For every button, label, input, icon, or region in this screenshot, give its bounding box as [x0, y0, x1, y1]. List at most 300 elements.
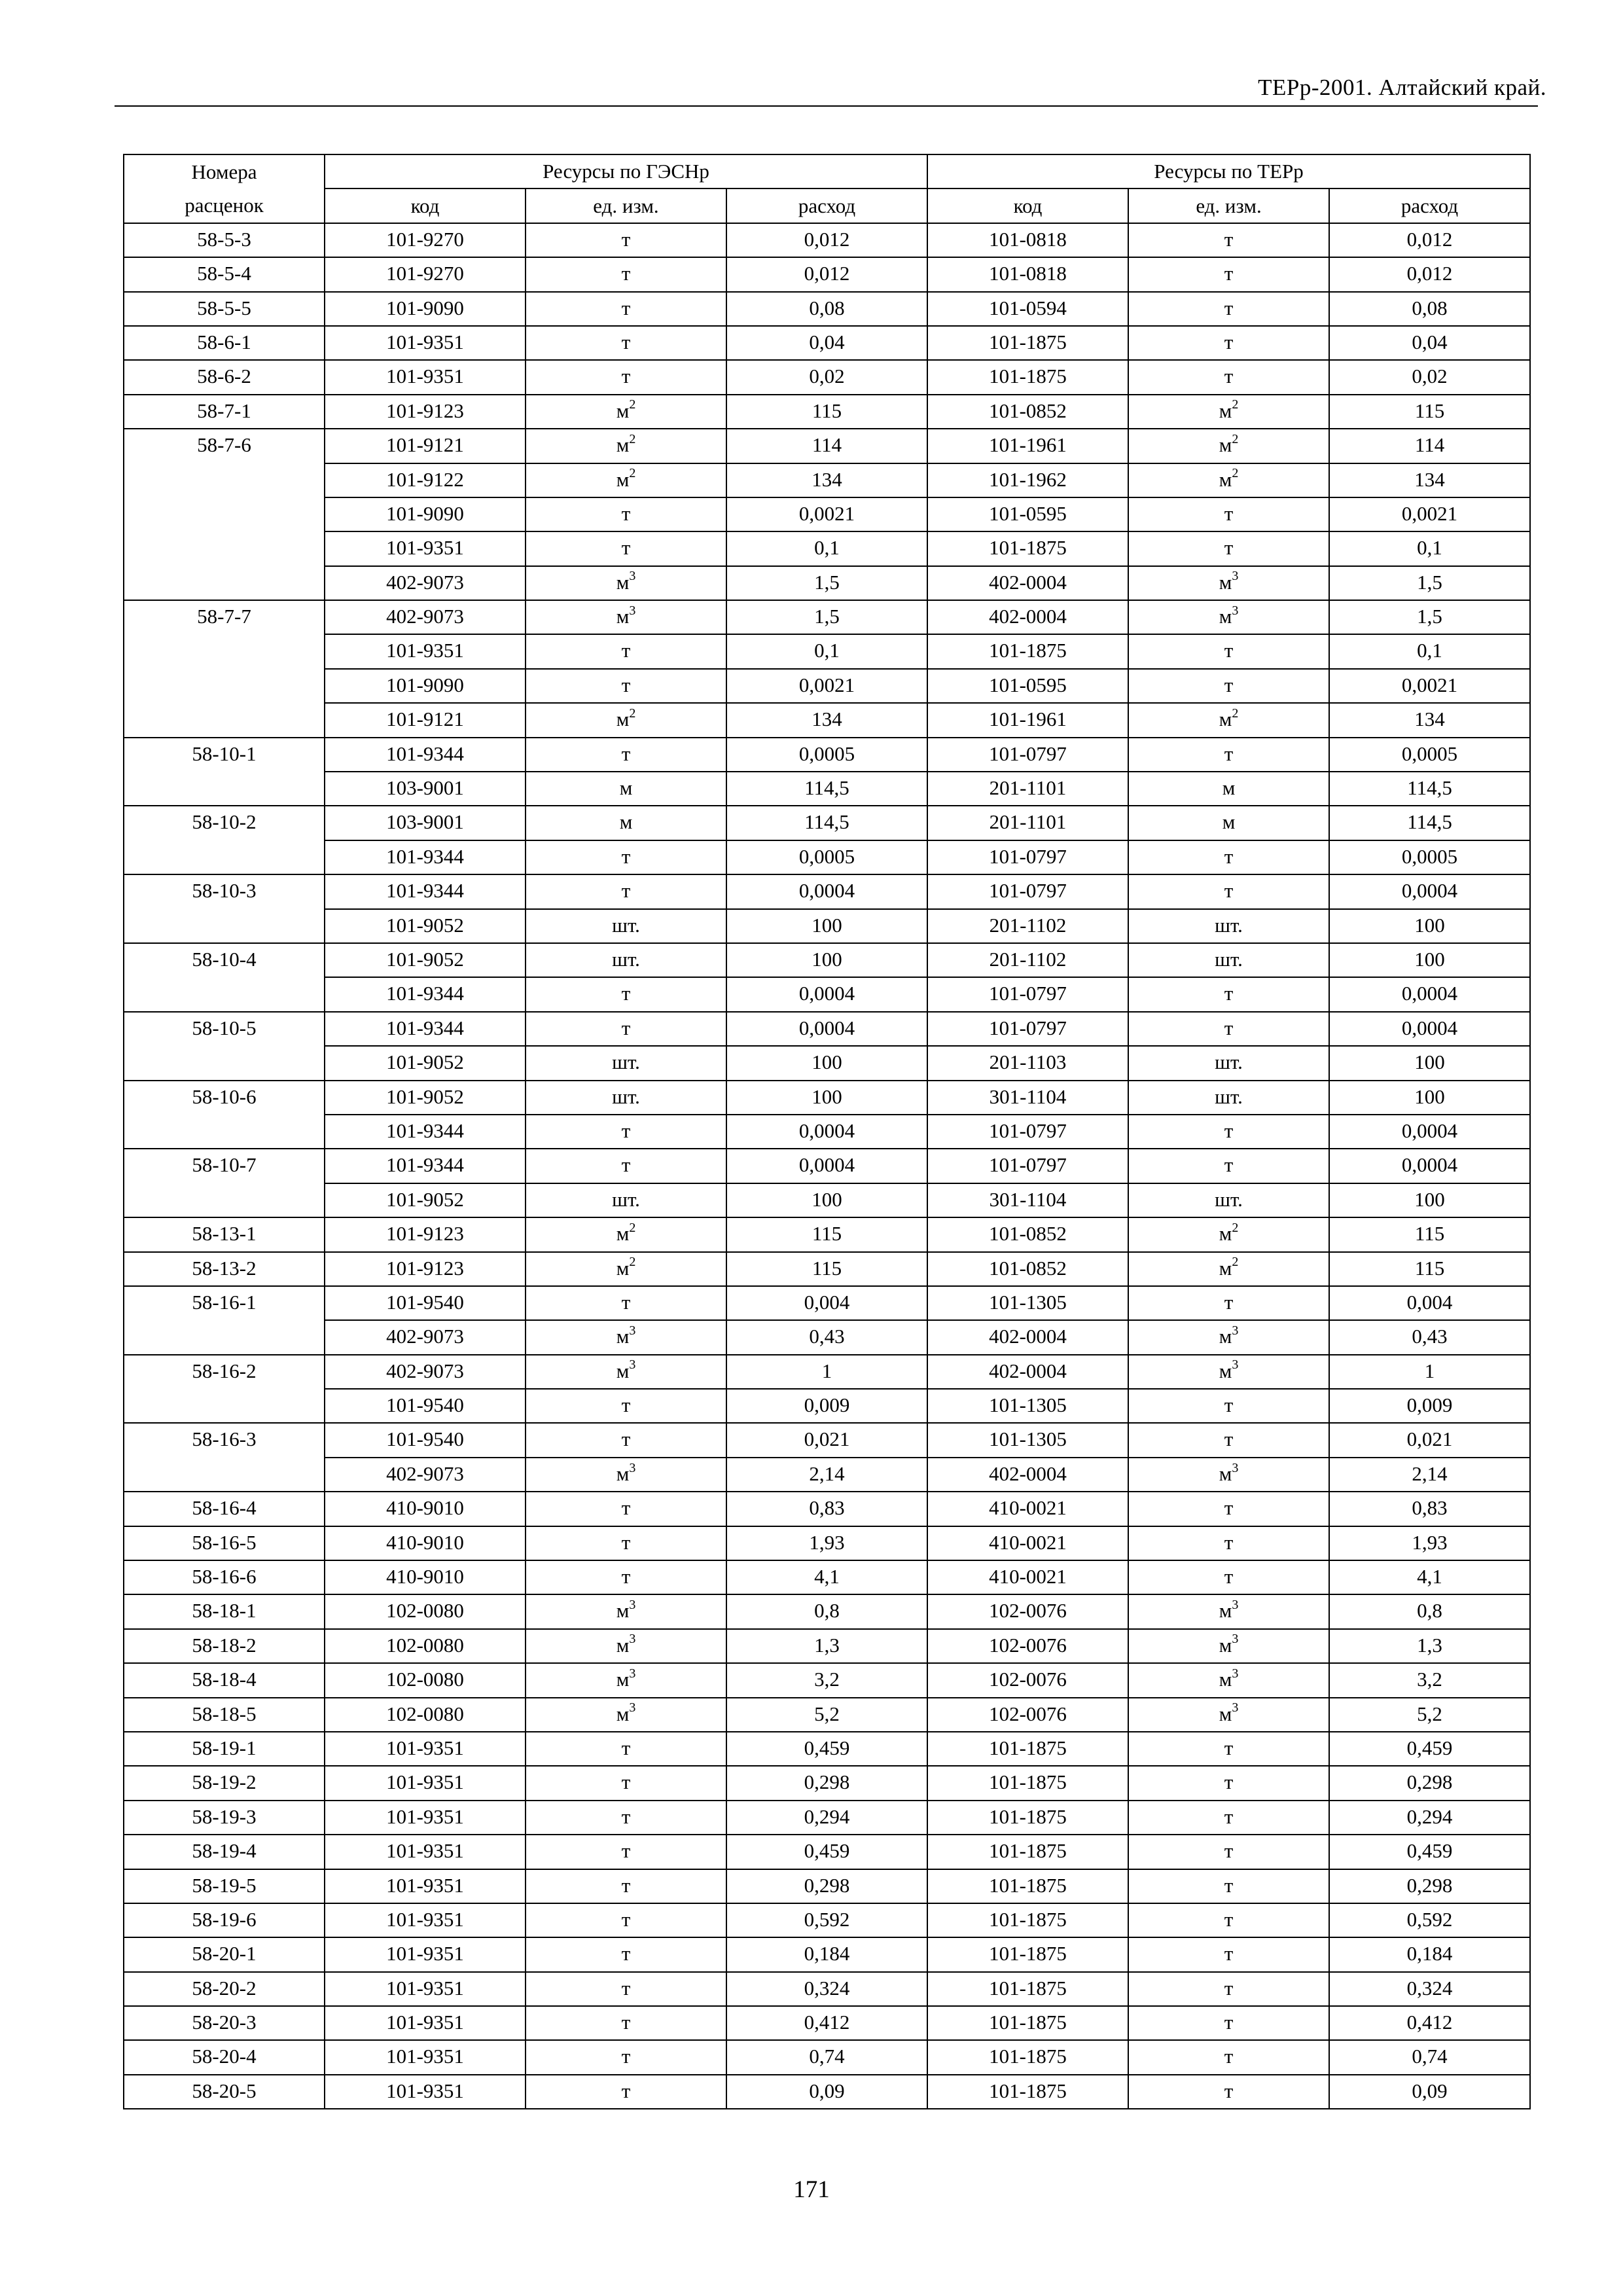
- table-row: [124, 1183, 1530, 1217]
- gesn-code-cell: 101-9351: [325, 2040, 526, 2074]
- table-row: [124, 1869, 1530, 1903]
- unit-exponent: 2: [629, 1255, 636, 1270]
- unit-exponent: 3: [629, 1632, 636, 1647]
- gesn-amount-cell: 115: [726, 1252, 927, 1286]
- ter-amount-cell: 0,298: [1329, 1869, 1530, 1903]
- gesn-unit-cell: $м^3$: [526, 1698, 726, 1732]
- rate-number-cell: 58-20-1: [124, 1937, 325, 1971]
- rate-number-cell: 58-18-2: [124, 1629, 325, 1663]
- ter-amount-cell: 114,5: [1329, 772, 1530, 806]
- gesn-amount-cell: 0,012: [726, 223, 927, 257]
- unit-exponent: 3: [629, 603, 636, 618]
- table-subheader-row: [124, 188, 1530, 223]
- gesn-unit-cell: т: [526, 2040, 726, 2074]
- ter-code-cell: 101-0594: [927, 292, 1128, 326]
- gesn-amount-cell: 0,0004: [726, 874, 927, 908]
- table-row: [124, 360, 1530, 394]
- rate-number-cell: 58-16-2: [124, 1355, 325, 1389]
- gesn-code-cell: 402-9073: [325, 1458, 526, 1492]
- header-divider: [115, 105, 1538, 107]
- gesn-amount-cell: 0,08: [726, 292, 927, 326]
- gesn-unit-cell: т: [526, 1115, 726, 1149]
- gesn-unit-cell: т: [526, 1903, 726, 1937]
- table-row: [124, 600, 1530, 634]
- rate-number-cell: 58-16-1: [124, 1286, 325, 1320]
- rate-number-cell: 58-10-6: [124, 1081, 325, 1115]
- gesn-amount-cell: 0,184: [726, 1937, 927, 1971]
- gesn-unit-cell: шт.: [526, 1046, 726, 1080]
- table-row: [124, 1458, 1530, 1492]
- unit-exponent: 3: [1232, 1632, 1239, 1647]
- ter-code-cell: 101-1875: [927, 531, 1128, 565]
- ter-unit-cell: т: [1128, 874, 1329, 908]
- gesn-unit-cell: $м^2$: [526, 429, 726, 463]
- ter-amount-cell: 0,294: [1329, 1801, 1530, 1835]
- gesn-unit-cell: т: [526, 2075, 726, 2109]
- ter-unit-cell: т: [1128, 360, 1329, 394]
- ter-unit-cell: т: [1128, 326, 1329, 360]
- table-row: [124, 292, 1530, 326]
- ter-code-cell: 101-1875: [927, 2075, 1128, 2109]
- gesn-code-cell: 101-9540: [325, 1389, 526, 1423]
- rate-number-cell: 58-19-1: [124, 1732, 325, 1766]
- rate-number-cell: 58-20-5: [124, 2075, 325, 2109]
- gesn-code-cell: 101-9540: [325, 1286, 526, 1320]
- gesn-code-cell: 101-9123: [325, 1217, 526, 1251]
- gesn-amount-cell: 2,14: [726, 1458, 927, 1492]
- gesn-unit-cell: т: [526, 531, 726, 565]
- gesn-amount-cell: 0,74: [726, 2040, 927, 2074]
- ter-code-cell: 101-0852: [927, 395, 1128, 429]
- ter-amount-cell: 1,93: [1329, 1526, 1530, 1560]
- ter-code-cell: 101-0797: [927, 977, 1128, 1011]
- gesn-amount-cell: 114: [726, 429, 927, 463]
- gesn-unit-cell: т: [526, 1492, 726, 1526]
- gesn-amount-cell: 0,0004: [726, 1149, 927, 1183]
- ter-code-cell: 101-1875: [927, 1972, 1128, 2006]
- gesn-code-cell: 101-9344: [325, 1012, 526, 1046]
- gesn-code-cell: 101-9344: [325, 874, 526, 908]
- ter-unit-cell: т: [1128, 1492, 1329, 1526]
- ter-code-cell: 101-0852: [927, 1217, 1128, 1251]
- rate-number-cell: 58-7-6: [124, 429, 325, 463]
- rate-number-cell: 58-5-5: [124, 292, 325, 326]
- gesn-amount-cell: 0,83: [726, 1492, 927, 1526]
- gesn-amount-cell: 0,0005: [726, 738, 927, 772]
- gesn-code-cell: 101-9351: [325, 1766, 526, 1800]
- ter-code-cell: 410-0021: [927, 1560, 1128, 1594]
- page-number: 171: [793, 2176, 830, 2203]
- gesn-unit-cell: $м^2$: [526, 1252, 726, 1286]
- table-row: [124, 1046, 1530, 1080]
- gesn-unit-cell: т: [526, 874, 726, 908]
- table-row: [124, 1286, 1530, 1320]
- unit-exponent: 3: [1232, 1666, 1239, 1681]
- rate-number-cell: 58-10-3: [124, 874, 325, 908]
- gesn-unit-cell: т: [526, 223, 726, 257]
- ter-unit-cell: $м^3$: [1128, 1320, 1329, 1354]
- ter-unit-cell: $м^2$: [1128, 1217, 1329, 1251]
- ter-unit-cell: т: [1128, 1389, 1329, 1423]
- unit-exponent: 3: [629, 1460, 636, 1475]
- gesn-code-cell: 102-0080: [325, 1698, 526, 1732]
- rate-number-cell: 58-19-4: [124, 1835, 325, 1869]
- gesn-unit-cell: шт.: [526, 909, 726, 943]
- unit-exponent: 2: [1232, 1220, 1239, 1235]
- gesn-amount-cell: 0,412: [726, 2006, 927, 2040]
- ter-code-cell: 101-0797: [927, 1115, 1128, 1149]
- gesn-code-cell: 410-9010: [325, 1560, 526, 1594]
- ter-unit-cell: т: [1128, 2075, 1329, 2109]
- gesn-amount-cell: 100: [726, 1046, 927, 1080]
- rate-number-cell: 58-20-2: [124, 1972, 325, 2006]
- gesn-amount-cell: 0,0005: [726, 840, 927, 874]
- ter-amount-cell: 3,2: [1329, 1663, 1530, 1697]
- ter-amount-cell: 100: [1329, 1046, 1530, 1080]
- gesn-unit-cell: т: [526, 1972, 726, 2006]
- table-row: [124, 909, 1530, 943]
- ter-code-cell: 201-1103: [927, 1046, 1128, 1080]
- ter-unit-cell: т: [1128, 1766, 1329, 1800]
- ter-amount-cell: 0,0004: [1329, 1012, 1530, 1046]
- gesn-unit-cell: $м^3$: [526, 1458, 726, 1492]
- ter-code-cell: 410-0021: [927, 1492, 1128, 1526]
- gesn-amount-cell: 0,02: [726, 360, 927, 394]
- ter-amount-cell: 0,0004: [1329, 1115, 1530, 1149]
- gesn-unit-cell: т: [526, 840, 726, 874]
- gesn-code-cell: 101-9052: [325, 1046, 526, 1080]
- gesn-amount-cell: 1: [726, 1355, 927, 1389]
- table-row: [124, 1801, 1530, 1835]
- unit-exponent: 3: [1232, 1323, 1239, 1338]
- table-row: [124, 1560, 1530, 1594]
- ter-code-cell: 101-1875: [927, 360, 1128, 394]
- table-row: [124, 703, 1530, 737]
- ter-amount-cell: 0,184: [1329, 1937, 1530, 1971]
- rate-number-cell: 58-10-7: [124, 1149, 325, 1183]
- table-row: [124, 840, 1530, 874]
- rate-number-cell: 58-7-7: [124, 600, 325, 634]
- gesn-amount-cell: 0,43: [726, 1320, 927, 1354]
- gesn-unit-cell: $м^3$: [526, 1355, 726, 1389]
- gesn-amount-cell: 3,2: [726, 1663, 927, 1697]
- gesn-code-cell: 101-9090: [325, 669, 526, 703]
- ter-unit-cell: $м^2$: [1128, 463, 1329, 497]
- ter-code-cell: 101-1875: [927, 1869, 1128, 1903]
- ter-unit-cell: т: [1128, 1937, 1329, 1971]
- gesn-amount-cell: 0,459: [726, 1835, 927, 1869]
- rate-number-cell: 58-19-6: [124, 1903, 325, 1937]
- rate-number-header-top: Номера: [124, 154, 325, 188]
- table-row: [124, 2006, 1530, 2040]
- rate-number-cell: [124, 634, 325, 668]
- unit-exponent: 2: [629, 1220, 636, 1235]
- rate-number-cell: 58-5-4: [124, 257, 325, 291]
- unit-exponent: 3: [629, 1323, 636, 1338]
- table-row: [124, 1766, 1530, 1800]
- gesn-code-cell: 101-9351: [325, 531, 526, 565]
- rate-number-cell: 58-10-1: [124, 738, 325, 772]
- table-row: [124, 806, 1530, 840]
- gesn-amount-cell: 114,5: [726, 806, 927, 840]
- ter-amount-cell: 114,5: [1329, 806, 1530, 840]
- rate-number-cell: 58-13-1: [124, 1217, 325, 1251]
- gesn-unit-cell: т: [526, 1149, 726, 1183]
- table-row: [124, 1903, 1530, 1937]
- gesn-unit-cell: т: [526, 1801, 726, 1835]
- table-row: [124, 1629, 1530, 1663]
- unit-exponent: 2: [1232, 466, 1239, 481]
- ter-unit-cell: шт.: [1128, 909, 1329, 943]
- ter-unit-cell: т: [1128, 2040, 1329, 2074]
- resource-mapping-table: [123, 154, 1531, 2109]
- table-row: [124, 1012, 1530, 1046]
- ter-code-cell: 301-1104: [927, 1081, 1128, 1115]
- unit-exponent: 3: [1232, 1357, 1239, 1372]
- gesn-code-cell: 101-9351: [325, 1972, 526, 2006]
- ter-unit-cell: шт.: [1128, 1081, 1329, 1115]
- ter-amount-cell: 0,0021: [1329, 497, 1530, 531]
- table-row: [124, 2040, 1530, 2074]
- ter-unit-cell: м: [1128, 772, 1329, 806]
- ter-unit-cell: $м^2$: [1128, 1252, 1329, 1286]
- ter-amount-cell: 0,592: [1329, 1903, 1530, 1937]
- table-row: [124, 772, 1530, 806]
- gesn-code-cell: 402-9073: [325, 600, 526, 634]
- table-row: [124, 1594, 1530, 1628]
- ter-code-cell: 101-1875: [927, 2006, 1128, 2040]
- ter-code-cell: 101-1305: [927, 1286, 1128, 1320]
- gesn-code-cell: 102-0080: [325, 1663, 526, 1697]
- gesn-unit-cell: $м^2$: [526, 463, 726, 497]
- rate-number-cell: 58-19-3: [124, 1801, 325, 1835]
- gesn-unit-cell: т: [526, 1526, 726, 1560]
- ter-amount-cell: 115: [1329, 395, 1530, 429]
- ter-amount-cell: 0,04: [1329, 326, 1530, 360]
- ter-amount-cell: 0,08: [1329, 292, 1530, 326]
- ter-unit-cell: т: [1128, 1835, 1329, 1869]
- gesn-unit-cell: т: [526, 1766, 726, 1800]
- gesn-code-cell: 101-9351: [325, 1732, 526, 1766]
- gesn-amount-cell: 1,5: [726, 600, 927, 634]
- rate-number-cell: 58-19-5: [124, 1869, 325, 1903]
- ter-code-cell: 101-0852: [927, 1252, 1128, 1286]
- gesn-unit-header: ед. изм.: [526, 188, 726, 223]
- rate-number-cell: 58-10-5: [124, 1012, 325, 1046]
- ter-code-cell: 101-1875: [927, 1937, 1128, 1971]
- ter-unit-cell: $м^3$: [1128, 1629, 1329, 1663]
- ter-unit-cell: м: [1128, 806, 1329, 840]
- gesn-amount-cell: 115: [726, 1217, 927, 1251]
- gesn-unit-cell: т: [526, 1835, 726, 1869]
- gesn-amount-cell: 0,294: [726, 1801, 927, 1835]
- unit-exponent: 3: [629, 1700, 636, 1715]
- gesn-unit-cell: $м^2$: [526, 1217, 726, 1251]
- table-row: [124, 1732, 1530, 1766]
- gesn-code-cell: 402-9073: [325, 1320, 526, 1354]
- gesn-code-cell: 101-9123: [325, 1252, 526, 1286]
- gesn-amount-cell: 0,009: [726, 1389, 927, 1423]
- gesn-code-cell: 101-9121: [325, 429, 526, 463]
- table-row: [124, 669, 1530, 703]
- ter-code-cell: 101-1875: [927, 1766, 1128, 1800]
- gesn-code-cell: 101-9351: [325, 1869, 526, 1903]
- gesn-amount-cell: 0,09: [726, 2075, 927, 2109]
- gesn-amount-cell: 100: [726, 943, 927, 977]
- ter-amount-cell: 100: [1329, 1081, 1530, 1115]
- table-body: [124, 223, 1530, 2109]
- ter-code-cell: 101-0797: [927, 738, 1128, 772]
- gesn-code-cell: 101-9052: [325, 1183, 526, 1217]
- gesn-code-cell: 101-9351: [325, 1801, 526, 1835]
- gesn-amount-cell: 134: [726, 703, 927, 737]
- gesn-code-cell: 101-9351: [325, 2075, 526, 2109]
- gesn-unit-cell: т: [526, 1937, 726, 1971]
- ter-code-cell: 201-1101: [927, 806, 1128, 840]
- ter-unit-cell: $м^3$: [1128, 1458, 1329, 1492]
- ter-amount-cell: 0,0004: [1329, 977, 1530, 1011]
- ter-code-cell: 201-1102: [927, 943, 1128, 977]
- ter-code-cell: 101-0797: [927, 1012, 1128, 1046]
- gesn-unit-cell: т: [526, 1423, 726, 1457]
- gesn-code-cell: 103-9001: [325, 772, 526, 806]
- ter-code-cell: 101-0818: [927, 223, 1128, 257]
- unit-exponent: 3: [1232, 569, 1239, 584]
- ter-code-cell: 101-1962: [927, 463, 1128, 497]
- ter-code-cell: 201-1101: [927, 772, 1128, 806]
- gesn-unit-cell: $м^2$: [526, 703, 726, 737]
- table-row: [124, 257, 1530, 291]
- gesn-unit-cell: т: [526, 292, 726, 326]
- rate-number-cell: 58-16-3: [124, 1423, 325, 1457]
- gesn-code-cell: 101-9052: [325, 909, 526, 943]
- ter-amount-cell: 0,459: [1329, 1835, 1530, 1869]
- gesn-amount-cell: 0,0004: [726, 1012, 927, 1046]
- rate-number-cell: 58-7-1: [124, 395, 325, 429]
- ter-code-cell: 101-1305: [927, 1389, 1128, 1423]
- gesn-unit-cell: т: [526, 634, 726, 668]
- unit-exponent: 3: [629, 1598, 636, 1613]
- gesn-unit-cell: т: [526, 738, 726, 772]
- ter-code-cell: 201-1102: [927, 909, 1128, 943]
- ter-unit-cell: шт.: [1128, 1183, 1329, 1217]
- ter-code-header: код: [927, 188, 1128, 223]
- ter-code-cell: 410-0021: [927, 1526, 1128, 1560]
- gesn-code-cell: 101-9351: [325, 326, 526, 360]
- rate-number-cell: [124, 463, 325, 497]
- gesn-unit-cell: т: [526, 669, 726, 703]
- gesn-unit-cell: м: [526, 772, 726, 806]
- unit-exponent: 2: [629, 466, 636, 481]
- table-row: [124, 1835, 1530, 1869]
- gesn-amount-cell: 0,298: [726, 1766, 927, 1800]
- ter-amount-cell: 0,1: [1329, 634, 1530, 668]
- gesn-amount-cell: 1,3: [726, 1629, 927, 1663]
- gesn-code-cell: 101-9351: [325, 1835, 526, 1869]
- gesn-code-cell: 101-9052: [325, 1081, 526, 1115]
- rate-number-cell: 58-6-1: [124, 326, 325, 360]
- gesn-code-cell: 101-9540: [325, 1423, 526, 1457]
- ter-code-cell: 102-0076: [927, 1663, 1128, 1697]
- ter-amount-cell: 0,021: [1329, 1423, 1530, 1457]
- rate-number-cell: [124, 497, 325, 531]
- ter-code-cell: 101-1875: [927, 326, 1128, 360]
- ter-unit-cell: $м^3$: [1128, 566, 1329, 600]
- rate-number-cell: 58-16-6: [124, 1560, 325, 1594]
- unit-exponent: 2: [1232, 1255, 1239, 1270]
- unit-exponent: 2: [629, 397, 636, 412]
- unit-exponent: 3: [1232, 1700, 1239, 1715]
- gesn-code-cell: 402-9073: [325, 1355, 526, 1389]
- rate-number-cell: 58-18-1: [124, 1594, 325, 1628]
- rate-number-header-bottom: расценок: [124, 188, 325, 223]
- table-row: [124, 738, 1530, 772]
- table-row: [124, 634, 1530, 668]
- rate-number-cell: [124, 703, 325, 737]
- gesn-amount-header: расход: [726, 188, 927, 223]
- gesn-amount-cell: 0,298: [726, 1869, 927, 1903]
- gesn-amount-cell: 1,5: [726, 566, 927, 600]
- unit-exponent: 2: [1232, 431, 1239, 446]
- gesn-unit-cell: т: [526, 1732, 726, 1766]
- gesn-code-cell: 102-0080: [325, 1629, 526, 1663]
- gesn-unit-cell: т: [526, 1869, 726, 1903]
- ter-amount-cell: 100: [1329, 909, 1530, 943]
- ter-code-cell: 101-0818: [927, 257, 1128, 291]
- ter-amount-cell: 0,0005: [1329, 738, 1530, 772]
- ter-unit-cell: т: [1128, 223, 1329, 257]
- ter-unit-cell: $м^2$: [1128, 429, 1329, 463]
- ter-code-cell: 301-1104: [927, 1183, 1128, 1217]
- table-row: [124, 566, 1530, 600]
- gesn-amount-cell: 0,021: [726, 1423, 927, 1457]
- table-row: [124, 1149, 1530, 1183]
- ter-code-cell: 402-0004: [927, 1320, 1128, 1354]
- rate-number-cell: [124, 977, 325, 1011]
- ter-amount-cell: 5,2: [1329, 1698, 1530, 1732]
- ter-unit-cell: т: [1128, 1903, 1329, 1937]
- table-row: [124, 1526, 1530, 1560]
- ter-unit-cell: т: [1128, 840, 1329, 874]
- gesn-code-cell: 402-9073: [325, 566, 526, 600]
- ter-unit-cell: т: [1128, 1286, 1329, 1320]
- table-row: [124, 874, 1530, 908]
- ter-amount-cell: 115: [1329, 1217, 1530, 1251]
- gesn-unit-cell: $м^3$: [526, 1320, 726, 1354]
- table-row: [124, 2075, 1530, 2109]
- ter-amount-cell: 0,298: [1329, 1766, 1530, 1800]
- ter-amount-cell: 114: [1329, 429, 1530, 463]
- unit-exponent: 3: [1232, 1460, 1239, 1475]
- ter-amount-cell: 1: [1329, 1355, 1530, 1389]
- ter-unit-cell: т: [1128, 1012, 1329, 1046]
- ter-code-cell: 402-0004: [927, 1355, 1128, 1389]
- document-header-title: ТЕРр-2001. Алтайский край.: [1258, 75, 1546, 100]
- ter-unit-cell: шт.: [1128, 1046, 1329, 1080]
- ter-unit-cell: $м^3$: [1128, 1698, 1329, 1732]
- ter-amount-cell: 0,43: [1329, 1320, 1530, 1354]
- ter-unit-cell: т: [1128, 977, 1329, 1011]
- gesn-amount-cell: 100: [726, 1081, 927, 1115]
- gesn-code-cell: 410-9010: [325, 1526, 526, 1560]
- gesn-unit-cell: $м^3$: [526, 1663, 726, 1697]
- ter-amount-cell: 0,004: [1329, 1286, 1530, 1320]
- gesn-unit-cell: т: [526, 2006, 726, 2040]
- gesn-amount-cell: 0,0004: [726, 977, 927, 1011]
- rate-number-cell: [124, 566, 325, 600]
- rate-number-cell: 58-18-4: [124, 1663, 325, 1697]
- gesn-amount-cell: 115: [726, 395, 927, 429]
